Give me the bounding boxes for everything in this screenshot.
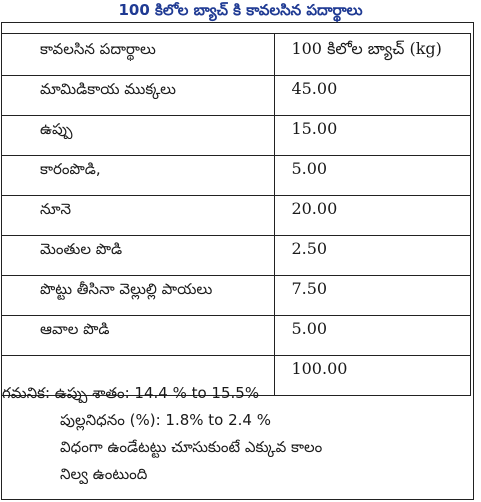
header-item: కావలసిన పదార్థాలు bbox=[2, 34, 275, 76]
row-item: మామిడికాయ ముక్కలు bbox=[2, 76, 275, 116]
row-item: ఉప్పు bbox=[2, 116, 275, 156]
table-row bbox=[2, 316, 471, 356]
table-row bbox=[2, 196, 471, 236]
row-qty: 2.50 bbox=[275, 236, 471, 276]
table-row bbox=[2, 156, 471, 196]
row-qty: 20.00 bbox=[275, 196, 471, 236]
note-line: గమనిక: ఉప్పు శాతం: 14.4 % to 15.5% bbox=[2, 384, 260, 402]
table-row bbox=[2, 236, 471, 276]
table-row bbox=[2, 116, 471, 156]
note-block bbox=[2, 380, 472, 488]
row-qty: 7.50 bbox=[275, 276, 471, 316]
row-qty: 45.00 bbox=[275, 76, 471, 116]
row-qty: 5.00 bbox=[275, 156, 471, 196]
row-item: పొట్టు తీసినా వెల్లుల్లి పాయలు bbox=[2, 276, 275, 316]
note-line: నిల్వ ఉంటుంది bbox=[60, 465, 148, 483]
total-qty: 100.00 bbox=[275, 356, 471, 396]
row-item: కారంపొడి, bbox=[2, 156, 275, 196]
row-qty: 5.00 bbox=[275, 316, 471, 356]
table-row bbox=[2, 76, 471, 116]
row-qty: 15.00 bbox=[275, 116, 471, 156]
table-header-row bbox=[2, 34, 471, 76]
row-item: మెంతుల పొడి bbox=[2, 236, 275, 276]
header-qty: 100 కిలోల బ్యాచ్ (kg) bbox=[275, 34, 471, 76]
row-item: నూనె bbox=[2, 196, 275, 236]
table-row bbox=[2, 276, 471, 316]
table-title: 100 కిలోల బ్యాచ్ కి కావలసిన పదార్థాలు bbox=[118, 1, 363, 19]
row-item: ఆవాల పొడి bbox=[2, 316, 275, 356]
note-line: పుల్లనిధనం (%): 1.8% to 2.4 % bbox=[60, 411, 271, 429]
ingredients-table bbox=[1, 33, 471, 396]
note-line: విధంగా ఉండేటట్టు చూసుకుంటే ఎక్కువ కాలం bbox=[60, 438, 323, 456]
